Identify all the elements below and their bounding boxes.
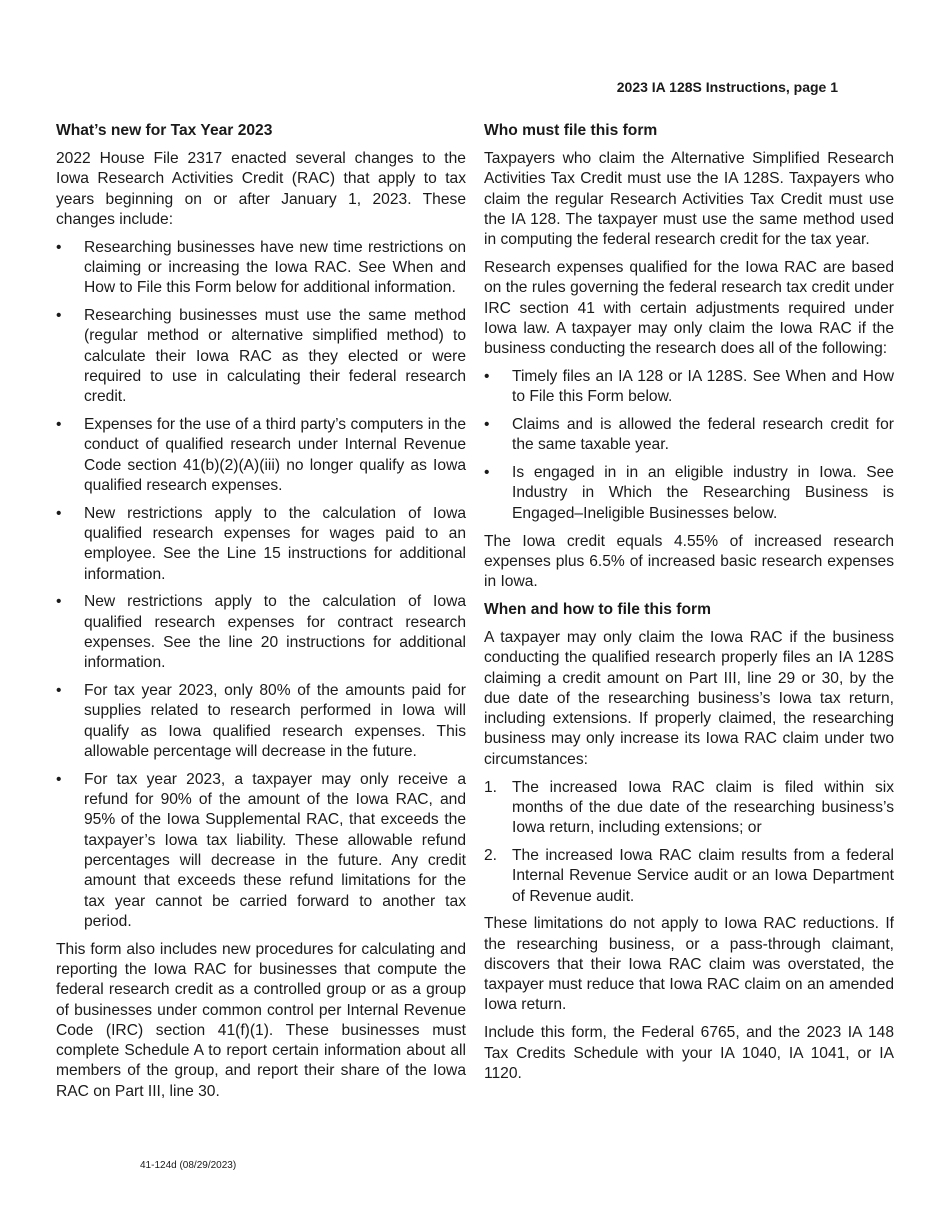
circumstances-list (484, 778, 894, 907)
list-item-text: Timely files an IA 128 or IA 128S. See When and How to File this Form below. (512, 367, 894, 406)
list-item (56, 592, 466, 673)
list-item (484, 778, 894, 839)
when-paragraph-2: These limitations do not apply to Iowa RAC reductions. If the researching business, or a pass-through claimant, discovers that their Iowa RAC claim was overstated, the taxpayer must reduce that Iowa RAC claim on an amended Iowa return. (484, 915, 894, 1014)
right-column (484, 121, 894, 1092)
list-item (56, 415, 466, 496)
bullet-marker: • (56, 307, 62, 325)
bullet-marker: • (484, 416, 490, 434)
bullet-marker: • (56, 593, 62, 611)
when-how-heading: When and how to file this form (484, 600, 711, 618)
list-item-text: Expenses for the use of a third party’s computers in the conduct of qualified research under Internal Revenue Code section 41(b)(2)(A)(iii) no longer qualify as Iowa qualified research expenses. (84, 416, 466, 494)
when-paragraph-3: Include this form, the Federal 6765, and the 2023 IA 148 Tax Credits Schedule with your IA 1040, IA 1041, or IA 1120. (484, 1024, 894, 1082)
bullet-marker: • (56, 682, 62, 700)
list-item-text: The increased Iowa RAC claim is filed within six months of the due date of the researching business’s Iowa return, including extensions; or (512, 778, 894, 837)
list-item (56, 681, 466, 762)
list-item-text: The increased Iowa RAC claim results from a federal Internal Revenue Service audit or an Iowa Department of Revenue audit. (512, 846, 894, 905)
bullet-marker: • (56, 504, 62, 522)
who-must-file-heading: Who must file this form (484, 122, 658, 139)
who-paragraph-1: Taxpayers who claim the Alternative Simplified Research Activities Tax Credit must use the IA 128S. Taxpayers who claim the regular Research Activities Tax Credit must use the IA 128. The taxpayer must use the same method used in computing the federal research credit for the tax year. (484, 150, 894, 249)
who-paragraph-2: Research expenses qualified for the Iowa RAC are based on the rules governing the federal research tax credit under IRC section 41 with certain adjustments required under Iowa law. A taxpayer may only claim the Iowa RAC if the business conducting the research does all of the following: (484, 258, 894, 358)
bullet-marker: • (56, 416, 62, 434)
list-item (56, 770, 466, 932)
list-item (484, 415, 894, 456)
when-paragraph-1: A taxpayer may only claim the Iowa RAC if the business conducting the qualified research properly files an IA 128S claiming a credit amount on Part III, line 29 or 30, by the due date of the researching business’s Iowa tax return, including extensions. If properly claimed, the researching business may only increase its Iowa RAC claim under two circumstances: (484, 628, 894, 768)
list-item (484, 846, 894, 907)
bullet-marker: • (56, 238, 62, 256)
who-paragraph-3: The Iowa credit equals 4.55% of increased research expenses plus 6.5% of increased basic research expenses in Iowa. (484, 532, 894, 591)
list-item-text: Researching businesses must use the same method (regular method or alternative simplified method) to calculate their Iowa RAC as they elected or were required to use in calculating their federal research credit. (84, 307, 466, 406)
list-item (56, 306, 466, 407)
bullet-marker: • (484, 464, 490, 482)
list-number: 2. (484, 846, 498, 864)
bullet-marker: • (484, 367, 490, 385)
list-item-text: For tax year 2023, a taxpayer may only receive a refund for 90% of the amount of the Iowa RAC, and 95% of the Iowa Supplemental RAC, that exceeds the taxpayer’s Iowa tax liability. These allowable refund percentages will decrease in the future. Any credit amount that exceeds these refund limitations for the tax year cannot be carried forward to another tax period. (84, 770, 466, 930)
list-item (56, 504, 466, 585)
form-code: 41-124d (08/29/2023) (140, 1160, 237, 1171)
list-item-text: For tax year 2023, only 80% of the amounts paid for supplies related to research performed in Iowa will qualify as Iowa qualified research expenses. This allowable percentage will decrease in the future. (84, 682, 466, 761)
page-header: 2023 IA 128S Instructions, page 1 (616, 79, 838, 95)
list-item (484, 367, 894, 408)
whats-new-heading: What’s new for Tax Year 2023 (56, 122, 273, 139)
list-item-text: New restrictions apply to the calculation of Iowa qualified research expenses for contract research expenses. See the line 20 instructions for additional information. (84, 593, 466, 672)
whats-new-intro: 2022 House File 2317 enacted several changes to the Iowa Research Activities Credit (RAC) that apply to tax years beginning on or after January 1, 2023. These changes include: (56, 150, 466, 228)
whats-new-closing: This form also includes new procedures for calculating and reporting the Iowa RAC for businesses that compute the federal research credit as a controlled group or as a group of businesses under common control per Internal Revenue Code (IRC) section 41(f)(1). These businesses must complete Schedule A to report certain information about all members of the group, and report their share of the Iowa RAC on Part III, line 30. (56, 940, 466, 1100)
list-item-text: Researching businesses have new time restrictions on claiming or increasing the Iowa RAC. See When and How to File this Form below for additional information. (84, 238, 466, 297)
list-item (484, 463, 894, 524)
list-item-text: Claims and is allowed the federal research credit for the same taxable year. (512, 416, 894, 454)
list-item-text: New restrictions apply to the calculation of Iowa qualified research expenses for wages paid to an employee. See the Line 15 instructions for additional information. (84, 504, 466, 583)
list-number: 1. (484, 778, 498, 796)
bullet-marker: • (56, 770, 62, 788)
list-item (56, 238, 466, 299)
list-item-text: Is engaged in in an eligible industry in Iowa. See Industry in Which the Researching Business is Engaged–Ineligible Businesses below. (512, 464, 894, 522)
changes-list (56, 238, 466, 933)
left-column (56, 121, 466, 1110)
requirements-list (484, 367, 894, 524)
